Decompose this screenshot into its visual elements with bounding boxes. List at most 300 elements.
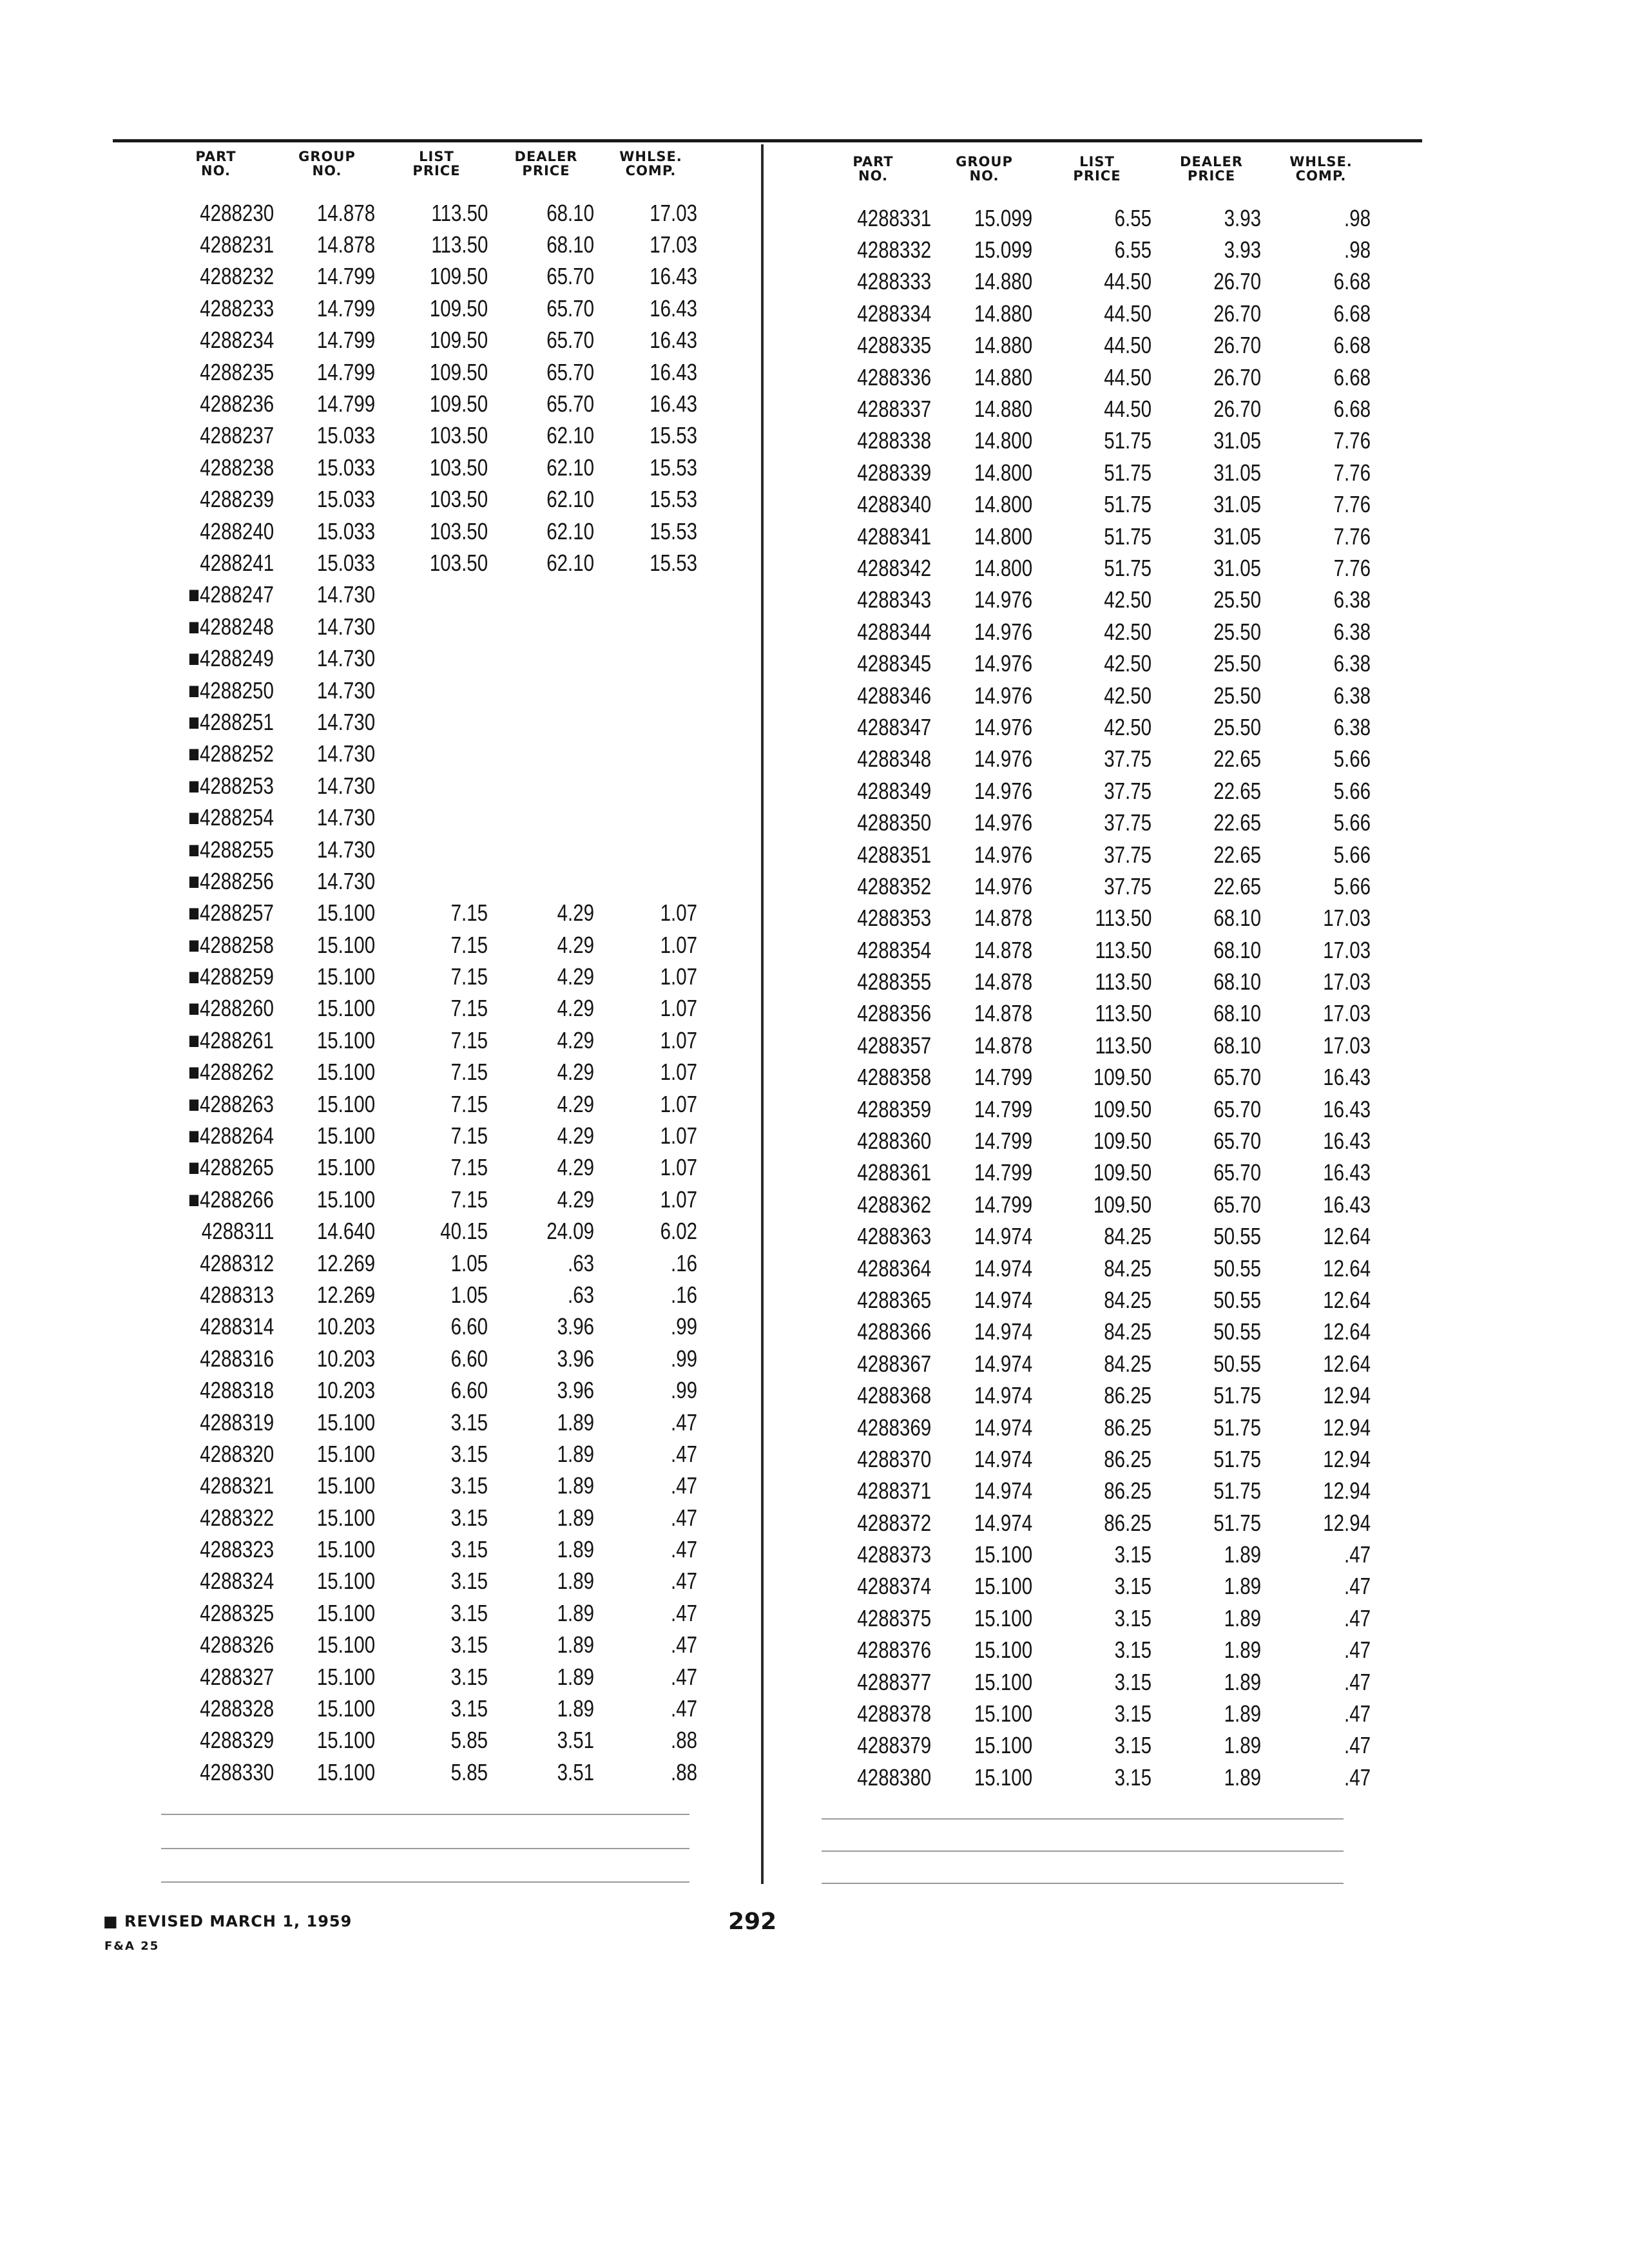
dealer-price-cell: 65.70 (1213, 1159, 1261, 1186)
whlse-comp-cell: 12.64 (1323, 1350, 1371, 1377)
list-price-cell (380, 836, 493, 863)
part-no-cell: 4288330 (200, 1758, 274, 1785)
dealer-price-cell: 4.29 (557, 1090, 594, 1117)
whlse-comp-cell: 17.03 (650, 231, 697, 258)
dealer-price-cell: 1.89 (1224, 1668, 1261, 1695)
list-price-cell: 3.15 (450, 1536, 488, 1563)
dealer-price-cell: 1.89 (1224, 1637, 1261, 1664)
table-row (815, 1475, 1376, 1507)
list-price-cell: 103.50 (429, 486, 488, 513)
list-price-cell: 109.50 (1093, 1095, 1152, 1122)
table-row (158, 1470, 702, 1502)
list-price-cell: 86.25 (1104, 1382, 1152, 1409)
dealer-price-cell: 22.65 (1213, 872, 1261, 899)
table-row (158, 484, 702, 515)
group-no-cell: 14.730 (316, 708, 375, 735)
whlse-comp-cell: 16.43 (1323, 1064, 1371, 1091)
part-no-cell: 4288361 (857, 1159, 931, 1186)
whlse-comp-cell: 12.94 (1323, 1477, 1371, 1504)
dealer-price-cell: 1.89 (1224, 1541, 1261, 1568)
whlse-comp-cell (599, 613, 702, 640)
dealer-price-cell: 62.10 (546, 454, 594, 481)
part-no-cell: 4288366 (857, 1318, 931, 1345)
group-no-cell: 14.800 (974, 491, 1032, 518)
table-row (158, 1597, 702, 1629)
list-price-cell: 40.15 (440, 1218, 488, 1245)
whlse-comp-cell: 1.07 (660, 1059, 697, 1086)
dealer-price-cell: 50.55 (1213, 1223, 1261, 1250)
group-no-cell: 15.033 (316, 517, 375, 544)
part-no-cell: 4288313 (200, 1281, 274, 1308)
group-no-cell: 14.976 (974, 777, 1032, 804)
group-no-cell: 15.100 (316, 1440, 375, 1467)
table-row (815, 1443, 1376, 1475)
dealer-price-cell: 25.50 (1213, 713, 1261, 740)
group-no-cell: 15.100 (316, 1408, 375, 1436)
table-row (815, 711, 1376, 743)
whlse-comp-cell: 12.94 (1323, 1509, 1371, 1536)
group-no-cell: 15.033 (316, 486, 375, 513)
whlse-comp-cell: 6.68 (1333, 300, 1371, 327)
part-no-cell: 4288312 (200, 1249, 274, 1276)
group-no-cell: 14.878 (974, 1032, 1032, 1059)
whlse-comp-cell: .88 (670, 1727, 697, 1754)
group-no-cell: 15.100 (316, 1631, 375, 1658)
part-no-cell: 4288368 (857, 1382, 931, 1409)
right-price-table (815, 155, 1376, 1794)
group-no-cell: 14.730 (316, 772, 375, 799)
table-row (815, 1093, 1376, 1125)
dealer-price-cell: 1.89 (1224, 1763, 1261, 1791)
list-price-cell: 86.25 (1104, 1509, 1152, 1536)
group-no-cell: 14.976 (974, 586, 1032, 613)
dealer-price-cell: 51.75 (1213, 1477, 1261, 1504)
part-no-cell: 4288331 (857, 204, 931, 231)
whlse-comp-cell: .47 (1344, 1637, 1371, 1664)
list-price-cell: 3.15 (1114, 1700, 1152, 1727)
whlse-comp-cell: .47 (1344, 1573, 1371, 1600)
dealer-price-cell: 26.70 (1213, 300, 1261, 327)
part-no-cell: ■4288259 (188, 963, 274, 990)
whlse-comp-cell: .47 (670, 1472, 697, 1499)
table-row (158, 898, 702, 929)
table-row (158, 738, 702, 770)
part-no-cell: 4288360 (857, 1128, 931, 1155)
group-no-cell: 15.100 (316, 1568, 375, 1595)
list-price-cell: 3.15 (450, 1568, 488, 1595)
whlse-comp-cell: 6.68 (1333, 332, 1371, 359)
part-no-cell: 4288346 (857, 682, 931, 709)
table-row (815, 1189, 1376, 1220)
whlse-comp-cell: 6.02 (660, 1218, 697, 1245)
table-row (815, 903, 1376, 934)
header-list-price: LIST PRICE (1073, 154, 1121, 184)
dealer-price-cell: 25.50 (1213, 586, 1261, 613)
part-no-cell: 4288355 (857, 968, 931, 995)
group-no-cell: 14.640 (316, 1218, 375, 1245)
dealer-price-cell: 1.89 (557, 1631, 594, 1658)
table-row (158, 611, 702, 642)
header-list-price: LIST PRICE (412, 149, 461, 178)
group-no-cell: 14.976 (974, 809, 1032, 836)
dealer-price-cell: 65.70 (546, 390, 594, 418)
table-row (815, 425, 1376, 457)
table-row (815, 1030, 1376, 1061)
whlse-comp-cell: 6.38 (1333, 713, 1371, 740)
table-row (815, 744, 1376, 775)
group-no-cell: 15.099 (974, 236, 1032, 264)
dealer-price-cell: 62.10 (546, 422, 594, 449)
part-no-cell: 4288364 (857, 1254, 931, 1282)
list-price-cell: 6.55 (1114, 204, 1152, 231)
dealer-price-cell: 3.96 (557, 1377, 594, 1404)
table-row (158, 293, 702, 324)
list-price-cell (380, 740, 493, 767)
list-price-cell: 109.50 (429, 263, 488, 290)
group-no-cell: 15.100 (316, 1472, 375, 1499)
table-body (815, 202, 1376, 1794)
whlse-comp-cell: .47 (1344, 1668, 1371, 1695)
dealer-price-cell: 1.89 (557, 1663, 594, 1690)
part-no-cell: 4288332 (857, 236, 931, 264)
list-price-cell: 3.15 (1114, 1573, 1152, 1600)
group-no-cell: 14.976 (974, 650, 1032, 677)
part-no-cell: 4288231 (200, 231, 274, 258)
part-no-cell: 4288349 (857, 777, 931, 804)
blank-rule (161, 1881, 689, 1883)
table-row (158, 1216, 702, 1247)
list-price-cell: 6.60 (450, 1345, 488, 1372)
table-row (158, 1566, 702, 1597)
group-no-cell: 14.880 (974, 332, 1032, 359)
dealer-price-cell: 1.89 (1224, 1732, 1261, 1759)
list-price-cell: 113.50 (1094, 1000, 1152, 1027)
whlse-comp-cell: 7.76 (1333, 523, 1371, 550)
whlse-comp-cell: .99 (670, 1313, 697, 1340)
group-no-cell: 14.799 (974, 1095, 1032, 1122)
dealer-price-cell: 62.10 (546, 549, 594, 576)
whlse-comp-cell: 15.53 (650, 517, 697, 544)
table-row (158, 1247, 702, 1279)
dealer-price-cell (493, 868, 599, 895)
part-no-cell: 4288336 (857, 363, 931, 390)
group-no-cell: 14.878 (974, 1000, 1032, 1027)
list-price-cell: 37.75 (1104, 745, 1152, 773)
table-row (158, 1533, 702, 1565)
whlse-comp-cell: .47 (1344, 1604, 1371, 1631)
table-row (815, 1125, 1376, 1157)
list-price-cell: 109.50 (429, 327, 488, 354)
whlse-comp-cell: .98 (1344, 236, 1371, 264)
blank-rule (822, 1818, 1344, 1820)
group-no-cell: 15.100 (974, 1763, 1032, 1791)
dealer-price-cell (493, 804, 599, 831)
part-no-cell: 4288323 (200, 1536, 274, 1563)
table-header (158, 149, 702, 189)
table-row (158, 261, 702, 293)
part-no-cell: 4288341 (857, 523, 931, 550)
table-row (815, 266, 1376, 298)
whlse-comp-cell: 17.03 (1323, 1032, 1371, 1059)
group-no-cell: 14.976 (974, 713, 1032, 740)
dealer-price-cell: 1.89 (557, 1536, 594, 1563)
list-price-cell: 3.15 (450, 1440, 488, 1467)
form-code: F&A 25 (104, 1939, 160, 1953)
dealer-price-cell: 1.89 (1224, 1700, 1261, 1727)
whlse-comp-cell (599, 581, 702, 608)
header-group-no: GROUP NO. (298, 149, 356, 178)
dealer-price-cell: 4.29 (557, 1059, 594, 1086)
part-no-cell: 4288367 (857, 1350, 931, 1377)
dealer-price-cell: 50.55 (1213, 1318, 1261, 1345)
table-row (815, 1316, 1376, 1348)
list-price-cell: 5.85 (450, 1727, 488, 1754)
list-price-cell: 5.85 (450, 1758, 488, 1785)
whlse-comp-cell: 15.53 (650, 549, 697, 576)
group-no-cell: 15.100 (316, 1758, 375, 1785)
group-no-cell: 14.976 (974, 872, 1032, 899)
dealer-price-cell: 26.70 (1213, 396, 1261, 423)
part-no-cell: 4288363 (857, 1223, 931, 1250)
dealer-price-cell: 51.75 (1213, 1382, 1261, 1409)
group-no-cell: 14.730 (316, 740, 375, 767)
dealer-price-cell: 22.65 (1213, 745, 1261, 773)
part-no-cell: ■4288253 (188, 772, 274, 799)
table-row (158, 1088, 702, 1120)
part-no-cell: 4288343 (857, 586, 931, 613)
whlse-comp-cell: 1.07 (660, 1122, 697, 1149)
part-no-cell: ■4288257 (188, 899, 274, 927)
group-no-cell: 14.976 (974, 682, 1032, 709)
whlse-comp-cell: 16.43 (1323, 1128, 1371, 1155)
list-price-cell: 1.05 (450, 1281, 488, 1308)
group-no-cell: 14.800 (974, 427, 1032, 454)
table-row (158, 802, 702, 833)
dealer-price-cell: 4.29 (557, 963, 594, 990)
whlse-comp-cell: 1.07 (660, 1090, 697, 1117)
whlse-comp-cell: .47 (1344, 1732, 1371, 1759)
part-no-cell: 4288241 (200, 549, 274, 576)
group-no-cell: 15.033 (316, 549, 375, 576)
dealer-price-cell: 31.05 (1213, 491, 1261, 518)
group-no-cell: 14.974 (974, 1509, 1032, 1536)
list-price-cell: 3.15 (450, 1408, 488, 1436)
part-no-cell: 4288320 (200, 1440, 274, 1467)
whlse-comp-cell: .47 (670, 1568, 697, 1595)
group-no-cell: 14.974 (974, 1223, 1032, 1250)
whlse-comp-cell: 15.53 (650, 422, 697, 449)
list-price-cell: 103.50 (429, 454, 488, 481)
table-row (815, 361, 1376, 393)
table-row (158, 1629, 702, 1661)
part-no-cell: 4288357 (857, 1032, 931, 1059)
whlse-comp-cell: 17.03 (1323, 905, 1371, 932)
list-price-cell: 113.50 (430, 199, 488, 226)
group-no-cell: 14.799 (316, 294, 375, 322)
list-price-cell: 51.75 (1104, 491, 1152, 518)
part-no-cell: 4288240 (200, 517, 274, 544)
part-no-cell: 4288373 (857, 1541, 931, 1568)
header-whlse-comp: WHLSE. COMP. (1289, 154, 1353, 184)
part-no-cell: 4288374 (857, 1573, 931, 1600)
list-price-cell: 42.50 (1104, 586, 1152, 613)
group-no-cell: 14.730 (316, 836, 375, 863)
whlse-comp-cell: 17.03 (1323, 1000, 1371, 1027)
dealer-price-cell: 68.10 (1213, 905, 1261, 932)
dealer-price-cell: 3.96 (557, 1313, 594, 1340)
part-no-cell: 4288375 (857, 1604, 931, 1631)
whlse-comp-cell: 5.66 (1333, 777, 1371, 804)
table-row (158, 770, 702, 802)
list-price-cell: 7.15 (450, 1059, 488, 1086)
dealer-price-cell: 65.70 (546, 327, 594, 354)
list-price-cell: 42.50 (1104, 650, 1152, 677)
table-row (815, 584, 1376, 616)
whlse-comp-cell: 1.07 (660, 1154, 697, 1181)
dealer-price-cell: 1.89 (557, 1408, 594, 1436)
group-no-cell: 14.878 (974, 905, 1032, 932)
table-row (815, 1379, 1376, 1411)
part-no-cell: ■4288260 (188, 995, 274, 1022)
table-row (158, 1438, 702, 1470)
part-no-cell: ■4288258 (188, 931, 274, 958)
list-price-cell: 7.15 (450, 995, 488, 1022)
dealer-price-cell: 3.93 (1224, 204, 1261, 231)
list-price-cell: 103.50 (429, 517, 488, 544)
group-no-cell: 15.100 (974, 1668, 1032, 1695)
group-no-cell: 14.976 (974, 618, 1032, 645)
whlse-comp-cell: 12.94 (1323, 1382, 1371, 1409)
page-number: 292 (728, 1908, 777, 1935)
dealer-price-cell: 3.51 (557, 1758, 594, 1785)
table-row (158, 1184, 702, 1215)
dealer-price-cell: 68.10 (1213, 1032, 1261, 1059)
blank-rule (822, 1883, 1344, 1884)
dealer-price-cell: 25.50 (1213, 618, 1261, 645)
whlse-comp-cell: 17.03 (1323, 936, 1371, 963)
list-price-cell: 7.15 (450, 899, 488, 927)
whlse-comp-cell: 1.07 (660, 995, 697, 1022)
list-price-cell: 51.75 (1104, 554, 1152, 581)
group-no-cell: 14.799 (974, 1064, 1032, 1091)
group-no-cell: 14.799 (316, 327, 375, 354)
blank-rule (161, 1848, 689, 1849)
list-price-cell: 103.50 (429, 422, 488, 449)
dealer-price-cell (493, 709, 599, 736)
dealer-price-cell: .63 (567, 1281, 594, 1308)
part-no-cell: 4288334 (857, 300, 931, 327)
dealer-price-cell: 1.89 (557, 1472, 594, 1499)
group-no-cell: 14.974 (974, 1286, 1032, 1313)
list-price-cell: 7.15 (450, 1154, 488, 1181)
blank-rule (161, 1814, 689, 1815)
list-price-cell: 86.25 (1104, 1414, 1152, 1441)
table-row (158, 834, 702, 865)
list-price-cell: 3.15 (1114, 1604, 1152, 1631)
group-no-cell: 15.100 (316, 1663, 375, 1690)
dealer-price-cell: 4.29 (557, 1122, 594, 1149)
list-price-cell: 3.15 (1114, 1541, 1152, 1568)
dealer-price-cell: 3.51 (557, 1727, 594, 1754)
part-no-cell: 4288356 (857, 1000, 931, 1027)
part-no-cell: ■4288256 (188, 867, 274, 894)
group-no-cell: 15.033 (316, 422, 375, 449)
part-no-cell: 4288327 (200, 1663, 274, 1690)
list-price-cell: 42.50 (1104, 618, 1152, 645)
dealer-price-cell: 62.10 (546, 517, 594, 544)
header-whlse-comp: WHLSE. COMP. (619, 149, 682, 178)
part-no-cell: ■4288255 (188, 836, 274, 863)
table-row (158, 356, 702, 388)
whlse-comp-cell: 7.76 (1333, 427, 1371, 454)
whlse-comp-cell: 12.94 (1323, 1414, 1371, 1441)
table-row (815, 489, 1376, 521)
list-price-cell: 44.50 (1104, 268, 1152, 295)
table-row (158, 961, 702, 992)
header-dealer-price: DEALER PRICE (514, 149, 578, 178)
table-row (815, 998, 1376, 1030)
table-row (815, 1539, 1376, 1570)
part-no-cell: 4288365 (857, 1286, 931, 1313)
list-price-cell (380, 581, 493, 608)
list-price-cell: 84.25 (1104, 1223, 1152, 1250)
list-price-cell: 109.50 (429, 294, 488, 322)
group-no-cell: 14.878 (974, 936, 1032, 963)
whlse-comp-cell: .47 (670, 1408, 697, 1436)
dealer-price-cell: 65.70 (546, 294, 594, 322)
part-no-cell: 4288319 (200, 1408, 274, 1436)
list-price-cell: 3.15 (1114, 1763, 1152, 1791)
whlse-comp-cell: 6.68 (1333, 268, 1371, 295)
part-no-cell: ■4288251 (188, 708, 274, 735)
table-row (815, 1507, 1376, 1539)
list-price-cell: 3.15 (450, 1599, 488, 1626)
table-row (815, 393, 1376, 425)
whlse-comp-cell: 1.07 (660, 963, 697, 990)
group-no-cell: 15.100 (974, 1604, 1032, 1631)
whlse-comp-cell: 6.38 (1333, 650, 1371, 677)
table-row (158, 706, 702, 738)
part-no-cell: 4288353 (857, 905, 931, 932)
dealer-price-cell: 1.89 (557, 1440, 594, 1467)
part-no-cell: ■4288248 (188, 613, 274, 640)
group-no-cell: 15.099 (974, 204, 1032, 231)
dealer-price-cell: 65.70 (546, 263, 594, 290)
top-rule (113, 139, 1422, 142)
list-price-cell: 109.50 (1093, 1064, 1152, 1091)
part-no-cell: 4288236 (200, 390, 274, 418)
table-row (158, 642, 702, 674)
whlse-comp-cell: 6.68 (1333, 396, 1371, 423)
table-row (158, 1407, 702, 1438)
group-no-cell: 15.100 (316, 1727, 375, 1754)
group-no-cell: 14.878 (316, 199, 375, 226)
dealer-price-cell: 68.10 (546, 199, 594, 226)
whlse-comp-cell: .47 (1344, 1700, 1371, 1727)
table-row (158, 197, 702, 229)
whlse-comp-cell: .47 (670, 1695, 697, 1722)
group-no-cell: 14.878 (974, 968, 1032, 995)
group-no-cell: 14.730 (316, 645, 375, 672)
group-no-cell: 14.730 (316, 613, 375, 640)
table-row (815, 1221, 1376, 1253)
group-no-cell: 15.100 (316, 1599, 375, 1626)
table-row (815, 966, 1376, 997)
part-no-cell: 4288311 (201, 1218, 274, 1245)
whlse-comp-cell: 6.38 (1333, 586, 1371, 613)
dealer-price-cell: 4.29 (557, 1026, 594, 1053)
whlse-comp-cell: 12.64 (1323, 1318, 1371, 1345)
